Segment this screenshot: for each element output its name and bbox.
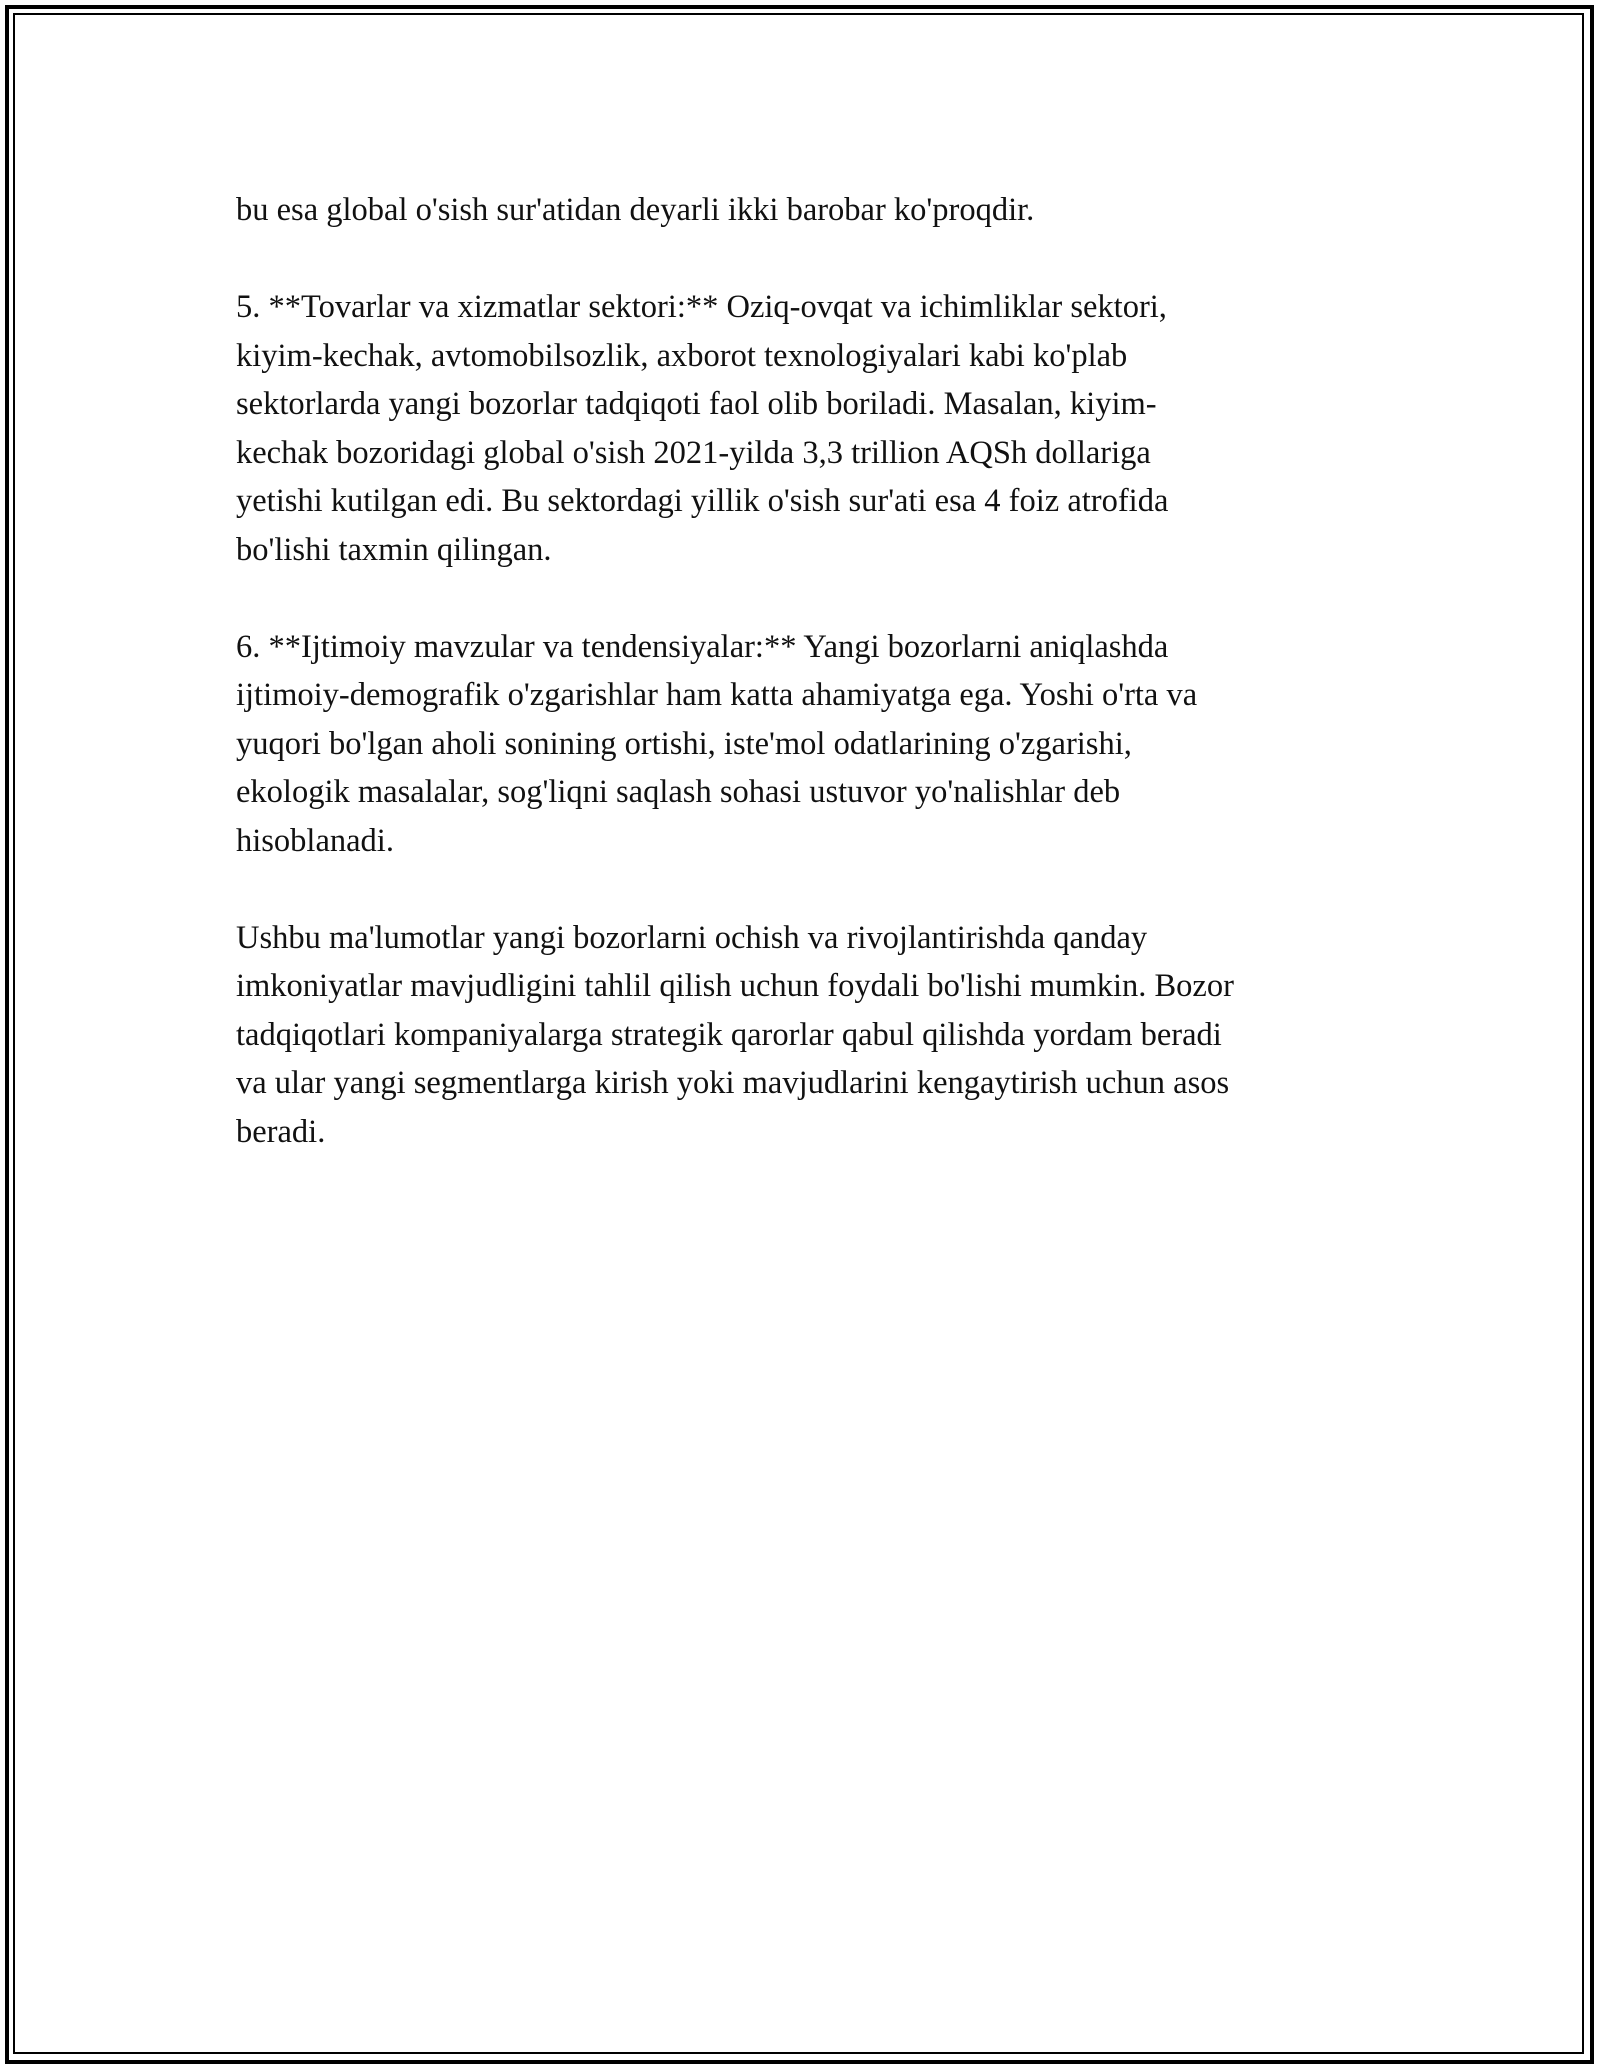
text-line: yetishi kutilgan edi. Bu sektordagi yillik o'sish sur'ati esa 4 foiz atrofida [236,483,1169,519]
text-line: 5. **Tovarlar va xizmatlar sektori:** Oziq-ovqat va ichimliklar sektori, [236,289,1167,325]
paragraph-item-5 [236,283,1396,574]
paragraph-item-6 [236,623,1396,866]
text-line: ekologik masalalar, sog'liqni saqlash sohasi ustuvor yo'nalishlar deb [236,774,1121,810]
text-line: 6. **Ijtimoiy mavzular va tendensiyalar:** Yangi bozorlarni aniqlashda [236,628,1169,665]
document-body [236,186,1396,1205]
text-line: tadqiqotlari kompaniyalarga strategik qarorlar qabul qilishda yordam beradi [236,1016,1222,1053]
text-line: kechak bozoridagi global o'sish 2021-yilda 3,3 trillion AQSh dollariga [236,434,1151,471]
text-line: hisoblanadi. [236,822,394,859]
text-line: bo'lishi taxmin qilingan. [236,531,552,568]
text-line: kiyim-kechak, avtomobilsozlik, axborot texnologiyalari kabi ko'plab [236,337,1128,374]
paragraph-conclusion [236,914,1396,1157]
text-line: yuqori bo'lgan aholi sonining ortishi, iste'mol odatlarining o'zgarishi, [236,725,1132,762]
text-line: beradi. [236,1113,326,1150]
text-line: sektorlarda yangi bozorlar tadqiqoti faol olib boriladi. Masalan, kiyim- [236,386,1157,422]
text-line: imkoniyatlar mavjudligini tahlil qilish uchun foydali bo'lishi mumkin. Bozor [236,968,1234,1004]
paragraph-continuation [236,186,1396,235]
text-line: va ular yangi segmentlarga kirish yoki mavjudlarini kengaytirish uchun asos [236,1065,1230,1101]
text-line: Ushbu ma'lumotlar yangi bozorlarni ochish va rivojlantirishda qanday [236,919,1148,956]
text-line: bu esa global o'sish sur'atidan deyarli ikki barobar ko'proqdir. [236,192,1035,228]
text-line: ijtimoiy-demografik o'zgarishlar ham katta ahamiyatga ega. Yoshi o'rta va [236,677,1198,713]
